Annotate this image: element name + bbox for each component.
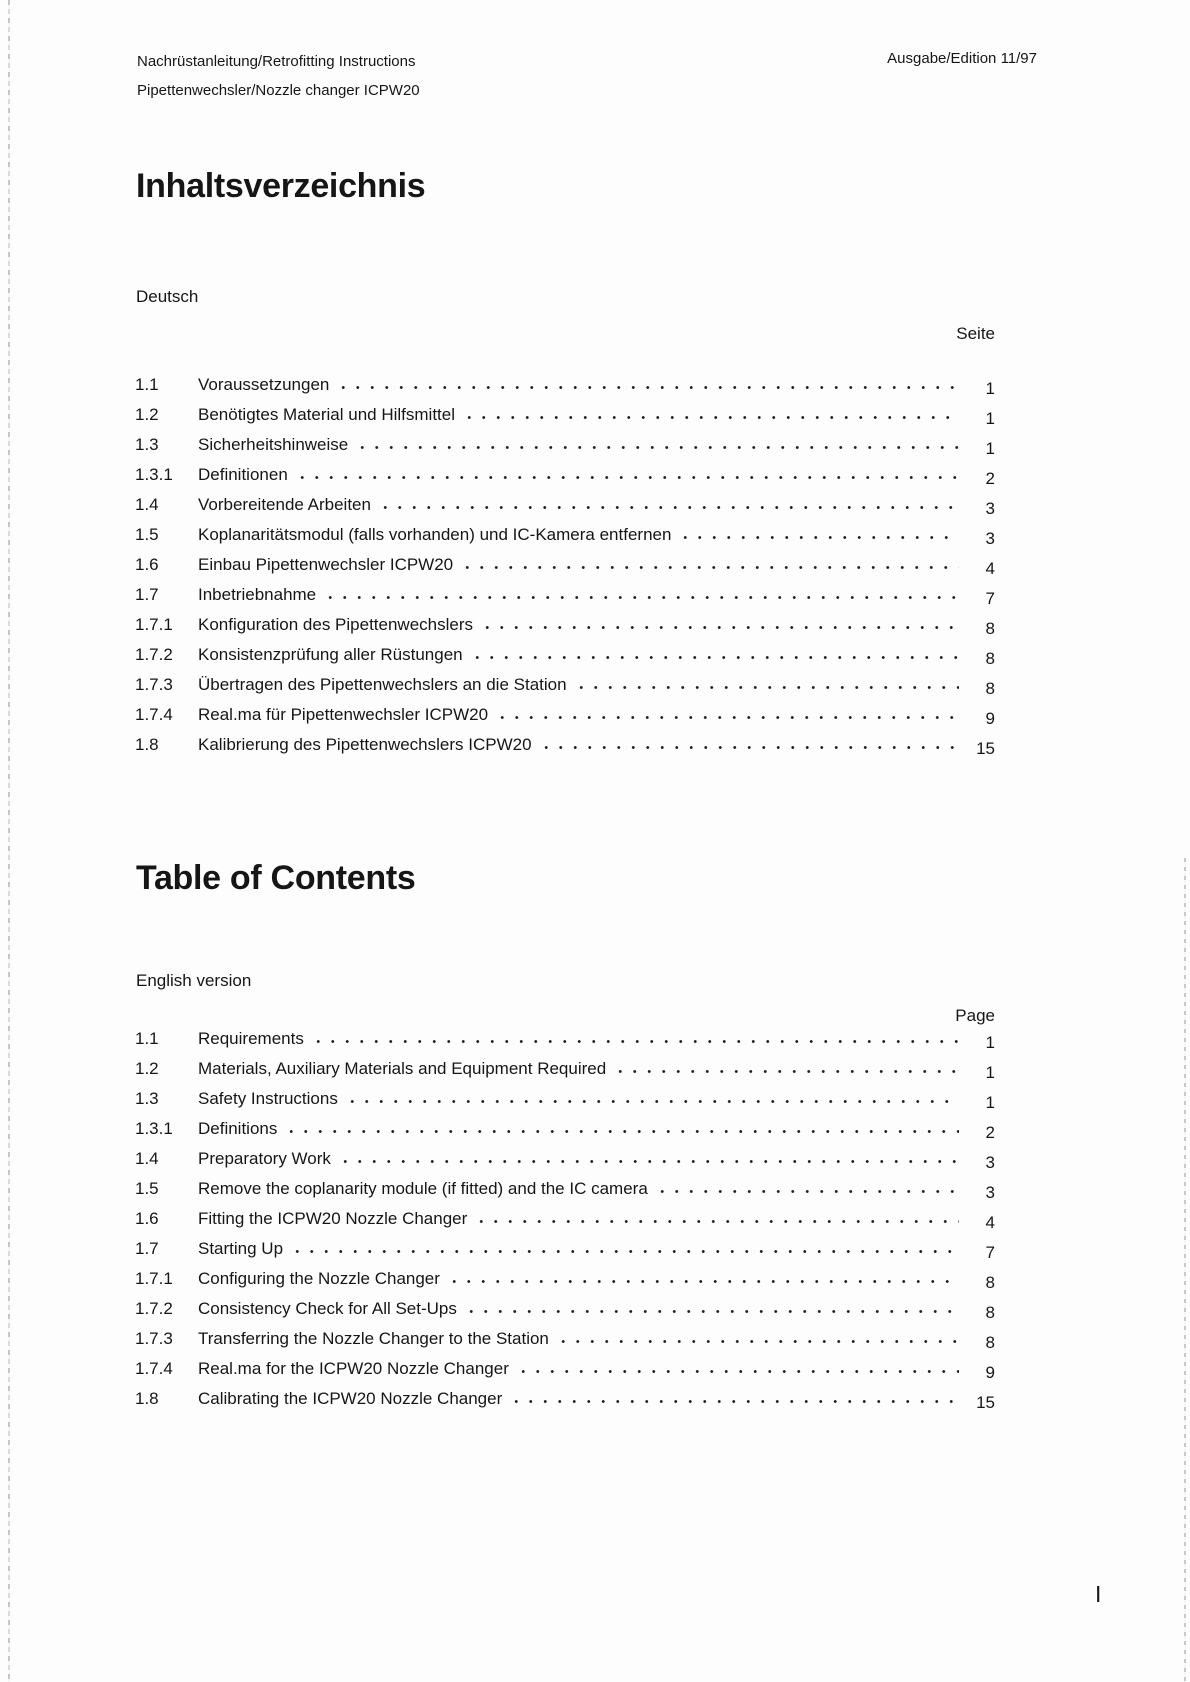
toc-entry-number: 1.4 — [135, 1149, 159, 1168]
toc-entry-page: 8 — [985, 1273, 995, 1292]
toc-entry-number: 1.7.3 — [135, 1329, 173, 1348]
toc-entry — [135, 554, 995, 584]
dot-leader — [378, 494, 959, 510]
toc-entry-number: 1.1 — [135, 375, 159, 394]
toc-entry — [135, 1088, 995, 1118]
toc-entry-title: Preparatory Work — [198, 1149, 331, 1168]
toc-entry-title: Definitionen — [198, 465, 288, 484]
toc-entry-page: 7 — [985, 589, 995, 608]
toc-entry-title: Konsistenzprüfung aller Rüstungen — [198, 645, 463, 664]
toc-entry-number: 1.5 — [135, 1179, 159, 1198]
toc-entry-title: Consistency Check for All Set-Ups — [198, 1299, 457, 1318]
toc-entry-page: 8 — [985, 619, 995, 638]
toc-entry-page: 3 — [985, 499, 995, 518]
toc-entry-page: 9 — [985, 709, 995, 728]
toc-entry-page: 1 — [985, 1063, 995, 1082]
english-language-label: English version — [136, 971, 252, 990]
toc-entry-title: Calibrating the ICPW20 Nozzle Changer — [198, 1389, 503, 1408]
toc-entry-page: 15 — [976, 1393, 995, 1412]
german-toc-title: Inhaltsverzeichnis — [136, 167, 426, 205]
toc-entry-page: 1 — [985, 439, 995, 458]
toc-entry — [135, 644, 995, 674]
toc-entry-number: 1.7.1 — [135, 1269, 173, 1288]
dot-leader — [447, 1268, 959, 1284]
toc-entry-title: Vorbereitende Arbeiten — [198, 495, 371, 514]
toc-entry-page: 15 — [976, 739, 995, 758]
german-toc-list — [135, 374, 995, 764]
scan-artifact-left-edge — [8, 0, 10, 1682]
toc-entry-page: 3 — [985, 529, 995, 548]
dot-leader — [655, 1178, 959, 1194]
toc-entry — [135, 1328, 995, 1358]
toc-entry — [135, 464, 995, 494]
dot-leader — [678, 524, 959, 540]
toc-entry — [135, 374, 995, 404]
toc-entry-page: 8 — [985, 1333, 995, 1352]
english-toc-list — [135, 1028, 995, 1418]
toc-entry-title: Real.ma für Pipettenwechsler ICPW20 — [198, 705, 489, 724]
dot-leader — [480, 614, 959, 630]
toc-entry — [135, 434, 995, 464]
toc-entry — [135, 734, 995, 764]
toc-entry-title: Voraussetzungen — [198, 375, 330, 394]
dot-leader — [516, 1358, 959, 1374]
toc-entry — [135, 1298, 995, 1328]
toc-entry-number: 1.3 — [135, 1089, 159, 1108]
toc-entry — [135, 1388, 995, 1418]
toc-entry-title: Configuring the Nozzle Changer — [198, 1269, 440, 1288]
dot-leader — [613, 1058, 959, 1074]
toc-entry-title: Kalibrierung des Pipettenwechslers ICPW20 — [198, 735, 532, 754]
dot-leader — [574, 674, 959, 690]
toc-entry — [135, 1028, 995, 1058]
toc-entry — [135, 1148, 995, 1178]
toc-entry-title: Konfiguration des Pipettenwechslers — [198, 615, 473, 634]
toc-entry-number: 1.7.3 — [135, 675, 173, 694]
toc-entry-title: Materials, Auxiliary Materials and Equipment Required — [198, 1059, 607, 1078]
toc-entry-page: 1 — [985, 379, 995, 398]
dot-leader — [338, 1148, 959, 1164]
toc-entry-number: 1.7 — [135, 1239, 159, 1258]
toc-entry-page: 3 — [985, 1183, 995, 1202]
toc-entry — [135, 584, 995, 614]
toc-entry-title: Real.ma for the ICPW20 Nozzle Changer — [198, 1359, 509, 1378]
toc-entry-page: 1 — [985, 409, 995, 428]
toc-entry-page: 2 — [985, 1123, 995, 1142]
toc-entry-page: 8 — [985, 1303, 995, 1322]
dot-leader — [464, 1298, 959, 1314]
dot-leader — [345, 1088, 959, 1104]
toc-entry-page: 4 — [985, 1213, 995, 1232]
toc-entry-page: 1 — [985, 1093, 995, 1112]
toc-entry-title: Remove the coplanarity module (if fitted) and the IC camera — [198, 1179, 648, 1198]
toc-entry — [135, 1208, 995, 1238]
dot-leader — [495, 704, 959, 720]
dot-leader — [462, 404, 959, 420]
page-number: I — [1095, 1581, 1102, 1607]
toc-entry-number: 1.7 — [135, 585, 159, 604]
header-doc-subject: Pipettenwechsler/Nozzle changer ICPW20 — [137, 82, 420, 99]
toc-entry — [135, 1058, 995, 1088]
toc-entry — [135, 1358, 995, 1388]
toc-entry — [135, 494, 995, 524]
header-edition: Ausgabe/Edition 11/97 — [887, 50, 1037, 67]
toc-entry-number: 1.7.4 — [135, 705, 173, 724]
toc-entry-number: 1.5 — [135, 525, 159, 544]
dot-leader — [290, 1238, 959, 1254]
scan-artifact-right-edge — [1184, 858, 1186, 1682]
toc-entry-title: Übertragen des Pipettenwechslers an die Station — [198, 675, 567, 694]
toc-entry-title: Sicherheitshinweise — [198, 435, 349, 454]
toc-entry-title: Inbetriebnahme — [198, 585, 317, 604]
toc-entry-title: Safety Instructions — [198, 1089, 338, 1108]
toc-entry — [135, 614, 995, 644]
toc-entry-number: 1.7.1 — [135, 615, 173, 634]
german-language-label: Deutsch — [136, 287, 199, 306]
toc-entry-title: Einbau Pipettenwechsler ICPW20 — [198, 555, 454, 574]
dot-leader — [323, 584, 959, 600]
toc-entry-number: 1.3.1 — [135, 465, 173, 484]
toc-entry-title: Fitting the ICPW20 Nozzle Changer — [198, 1209, 468, 1228]
toc-entry-number: 1.6 — [135, 1209, 159, 1228]
toc-entry-page: 7 — [985, 1243, 995, 1262]
toc-entry-title: Definitions — [198, 1119, 278, 1138]
header-left — [137, 47, 420, 105]
dot-leader — [509, 1388, 959, 1404]
toc-entry-number: 1.1 — [135, 1029, 159, 1048]
toc-entry — [135, 404, 995, 434]
toc-entry-title: Koplanaritätsmodul (falls vorhanden) und IC-Kamera entfernen — [198, 525, 672, 544]
toc-entry — [135, 674, 995, 704]
toc-entry-number: 1.8 — [135, 735, 159, 754]
toc-entry — [135, 1238, 995, 1268]
toc-entry — [135, 524, 995, 554]
toc-entry-number: 1.3 — [135, 435, 159, 454]
dot-leader — [336, 374, 959, 390]
toc-entry-title: Transferring the Nozzle Changer to the Station — [198, 1329, 549, 1348]
toc-entry-page: 3 — [985, 1153, 995, 1172]
english-page-column-label: Page — [955, 1006, 995, 1025]
toc-entry-page: 2 — [985, 469, 995, 488]
toc-entry-number: 1.7.4 — [135, 1359, 173, 1378]
toc-entry-page: 9 — [985, 1363, 995, 1382]
dot-leader — [355, 434, 959, 450]
toc-entry-number: 1.2 — [135, 405, 159, 424]
dot-leader — [295, 464, 959, 480]
dot-leader — [470, 644, 959, 660]
dot-leader — [474, 1208, 959, 1224]
toc-entry-page: 8 — [985, 679, 995, 698]
toc-entry-title: Requirements — [198, 1029, 304, 1048]
toc-entry-number: 1.6 — [135, 555, 159, 574]
toc-entry — [135, 1268, 995, 1298]
toc-entry-title: Benötigtes Material und Hilfsmittel — [198, 405, 456, 424]
toc-entry-title: Starting Up — [198, 1239, 284, 1258]
dot-leader — [539, 734, 959, 750]
toc-entry-page: 4 — [985, 559, 995, 578]
dot-leader — [284, 1118, 959, 1134]
german-page-column-label: Seite — [956, 324, 995, 343]
toc-entry-page: 8 — [985, 649, 995, 668]
toc-entry — [135, 1118, 995, 1148]
toc-entry-page: 1 — [985, 1033, 995, 1052]
toc-entry — [135, 1178, 995, 1208]
dot-leader — [556, 1328, 959, 1344]
toc-entry-number: 1.2 — [135, 1059, 159, 1078]
toc-entry-number: 1.8 — [135, 1389, 159, 1408]
dot-leader — [460, 554, 959, 570]
header-doc-type: Nachrüstanleitung/Retrofitting Instructions — [137, 53, 416, 70]
toc-entry-number: 1.3.1 — [135, 1119, 173, 1138]
toc-entry — [135, 704, 995, 734]
toc-entry-number: 1.4 — [135, 495, 159, 514]
dot-leader — [311, 1028, 959, 1044]
toc-entry-number: 1.7.2 — [135, 645, 173, 664]
english-toc-title: Table of Contents — [136, 859, 416, 897]
toc-entry-number: 1.7.2 — [135, 1299, 173, 1318]
